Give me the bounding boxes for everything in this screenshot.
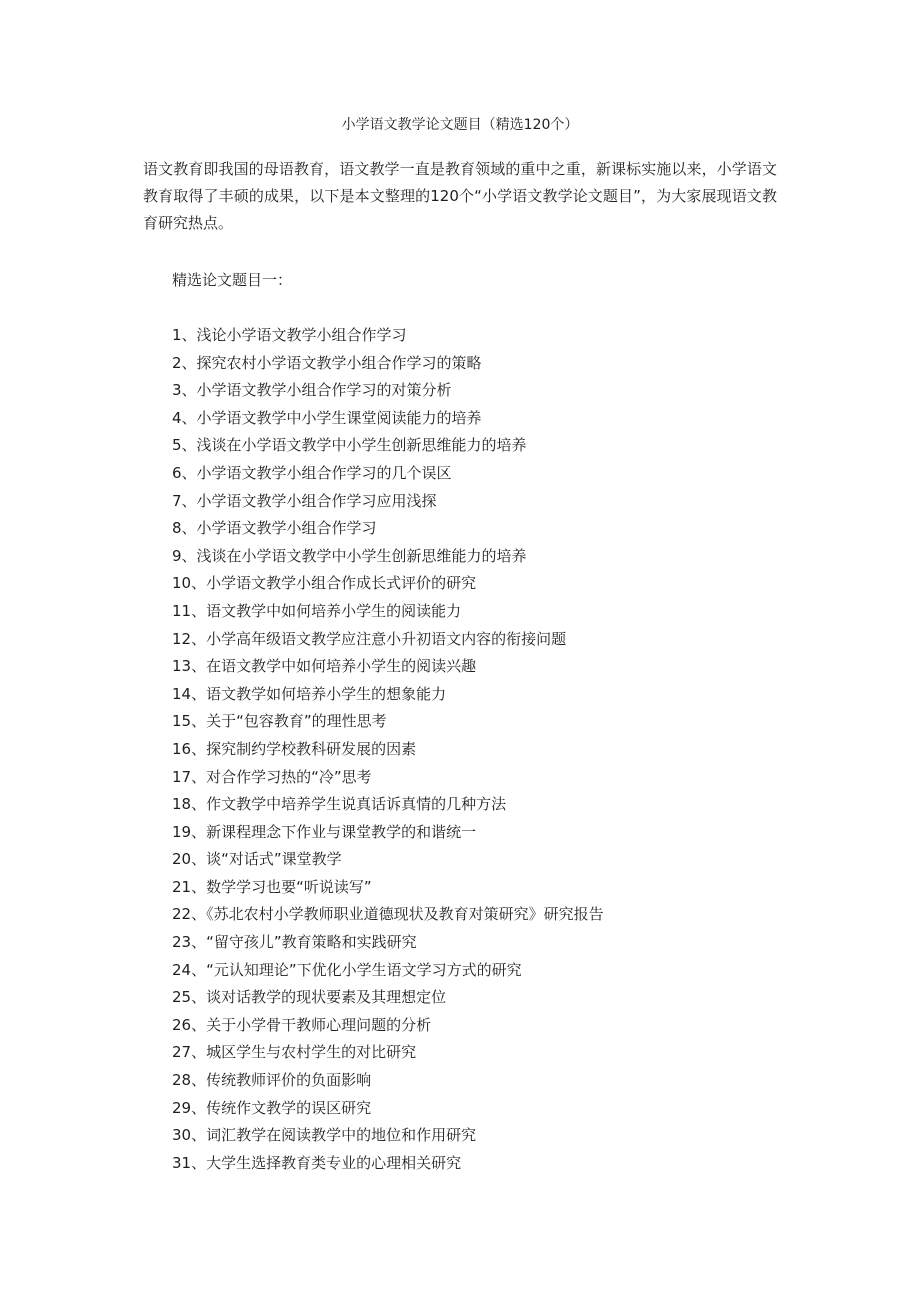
topic-item: 17、对合作学习热的“冷”思考 [172,767,372,786]
section-heading: 精选论文题目一： [172,271,293,289]
topic-item: 9、浅谈在小学语文教学中小学生创新思维能力的培养 [172,546,527,565]
topic-item: 25、谈对话教学的现状要素及其理想定位 [172,988,447,1007]
topic-item: 7、小学语文教学小组合作学习应用浅探 [172,491,437,510]
topic-item: 16、探究制约学校教科研发展的因素 [172,739,417,758]
topic-item: 28、传统教师评价的负面影响 [172,1071,372,1090]
topic-item: 10、小学语文教学小组合作成长式评价的研究 [172,574,477,593]
topic-item: 8、小学语文教学小组合作学习 [172,519,377,538]
topic-item: 12、小学高年级语文教学应注意小升初语文内容的衔接问题 [172,629,567,648]
intro-paragraph: 语文教育即我国的母语教育，语文教学一直是教育领域的重中之重，新课标实施以来，小学语文教育取得了丰硕的成果，以下是本文整理的120个“小学语文教学论文题目”，为大家展现语文教育研究热点。 [143,160,777,232]
topic-item: 22、《苏北农村小学教师职业道德现状及教育对策研究》研究报告 [172,905,604,924]
topic-item: 19、新课程理念下作业与课堂教学的和谐统一 [172,822,477,841]
topic-item: 5、浅谈在小学语文教学中小学生创新思维能力的培养 [172,436,527,455]
topic-item: 27、城区学生与农村学生的对比研究 [172,1043,417,1062]
topic-item: 18、作文教学中培养学生说真话诉真情的几种方法 [172,795,507,814]
topic-item: 30、词汇教学在阅读教学中的地位和作用研究 [172,1126,477,1145]
topic-item: 14、语文教学如何培养小学生的想象能力 [172,684,447,703]
topic-item: 24、“元认知理论”下优化小学生语文学习方式的研究 [172,960,522,979]
topic-item: 31、大学生选择教育类专业的心理相关研究 [172,1153,462,1172]
topic-item: 11、语文教学中如何培养小学生的阅读能力 [172,601,462,620]
topic-item: 1、浅论小学语文教学小组合作学习 [172,326,407,344]
topic-item: 2、探究农村小学语文教学小组合作学习的策略 [172,353,482,372]
topic-item: 29、传统作文教学的误区研究 [172,1098,372,1117]
document-title: 小学语文教学论文题目（精选120个） [341,117,579,133]
topic-list [172,322,772,1177]
topic-item: 4、小学语文教学中小学生课堂阅读能力的培养 [172,408,482,427]
topic-item: 21、数学学习也要“听说读写” [172,877,372,896]
topic-item: 23、“留守孩儿”教育策略和实践研究 [172,933,417,952]
topic-item: 3、小学语文教学小组合作学习的对策分析 [172,381,452,400]
topic-item: 6、小学语文教学小组合作学习的几个误区 [172,463,452,482]
topic-item: 15、关于“包容教育”的理性思考 [172,712,387,731]
topic-item: 13、在语文教学中如何培养小学生的阅读兴趣 [172,657,477,676]
topic-item: 20、谈“对话式”课堂教学 [172,850,342,869]
topic-item: 26、关于小学骨干教师心理问题的分析 [172,1015,432,1034]
